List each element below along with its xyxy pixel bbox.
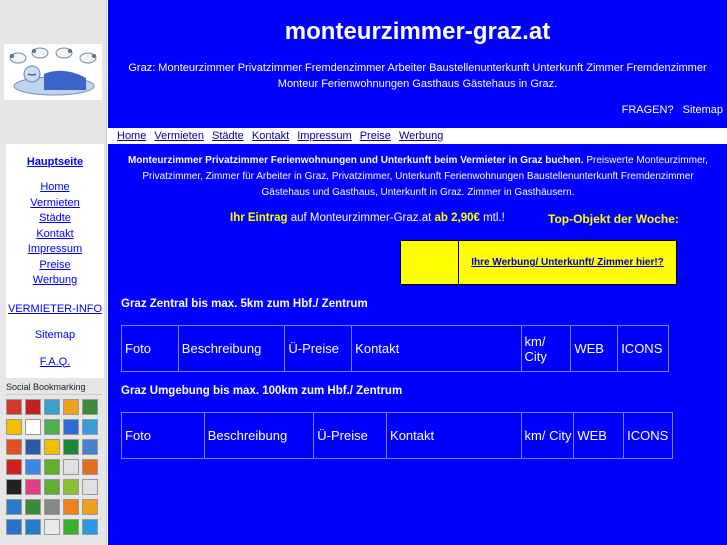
reddit-icon[interactable] — [6, 479, 22, 495]
alltag-icon[interactable] — [25, 499, 41, 515]
topnav-impressum[interactable]: Impressum — [297, 130, 352, 142]
site-title: monteurzimmer-graz.at — [284, 18, 551, 45]
col-beschreibung: Beschreibung — [204, 413, 314, 458]
furl-icon[interactable] — [44, 419, 60, 435]
digg-icon[interactable] — [6, 399, 22, 415]
top-nav — [108, 128, 727, 144]
sidebar-item-staedte[interactable]: Städte — [39, 212, 71, 224]
social-bookmarking — [6, 382, 102, 535]
sidebar-nav — [6, 144, 104, 378]
werbung-box-link-cell — [459, 241, 676, 284]
favorite-icon[interactable] — [44, 439, 60, 455]
topnav-preise[interactable]: Preise — [359, 130, 391, 142]
stumble-icon[interactable] — [63, 419, 79, 435]
social-bookmarking-label: Social Bookmarking — [6, 382, 102, 395]
intro-bold: Monteurzimmer Privatzimmer Ferienwohnungen und Unterkunft beim Vermieter in Graz buchen. — [127, 155, 584, 166]
yahoo-icon[interactable] — [63, 399, 79, 415]
col-kontakt: Kontakt — [351, 326, 520, 371]
blinklist-icon[interactable] — [44, 399, 60, 415]
col-beschreibung: Beschreibung — [178, 326, 285, 371]
arrow-icon[interactable] — [63, 519, 79, 535]
col-icons: ICONS — [623, 413, 672, 458]
mister-wong-icon[interactable] — [25, 399, 41, 415]
page-header — [108, 6, 727, 128]
col-preise: Ü-Preise — [284, 326, 351, 371]
sidebar-item-vermieten[interactable]: Vermieten — [30, 196, 80, 209]
col-foto: Foto — [125, 428, 152, 443]
werbung-box-image-slot — [401, 241, 459, 284]
left-sidebar — [0, 0, 107, 545]
ad-price: ab 2,90€ — [434, 212, 480, 224]
pencil-icon[interactable] — [44, 479, 60, 495]
download-icon[interactable] — [82, 499, 98, 515]
header-description: Graz: Monteurzimmer Privatzimmer Fremdenzimmer Arbeiter Baustellenunterkunft Unterkunft Zimmer Fremdenzimmer Monteur Ferienwohnungen Gasthaus Gästehaus in Graz. — [128, 62, 707, 90]
topnav-vermieten[interactable]: Vermieten — [154, 130, 204, 142]
tag-icon[interactable] — [63, 499, 79, 515]
ad-suffix: mtl.! — [479, 212, 505, 224]
col-foto: Foto — [125, 341, 152, 356]
site-logo[interactable] — [4, 44, 102, 100]
top-object-label: Top-Objekt der Woche: — [548, 212, 679, 226]
table-header-umgebung — [121, 412, 673, 459]
check-icon[interactable] — [63, 479, 79, 495]
heart-icon[interactable] — [82, 459, 98, 475]
star-icon[interactable] — [6, 419, 22, 435]
sidebar-item-vermieter-info[interactable]: VERMIETER-INFO — [7, 302, 103, 315]
social-icon-grid — [6, 399, 102, 535]
fragen-link[interactable]: FRAGEN? — [621, 104, 674, 116]
sitemap-link[interactable]: Sitemap — [682, 104, 723, 116]
col-km-city: km/ City — [521, 326, 571, 371]
section-title-umgebung: Graz Umgebung bis max. 100km zum Hbf./ Zentrum — [121, 385, 403, 397]
ad-line — [230, 212, 505, 224]
sidebar-item-preise[interactable]: Preise — [39, 258, 71, 271]
search-icon[interactable] — [25, 419, 41, 435]
col-icons: ICONS — [617, 326, 668, 371]
list-icon[interactable] — [6, 519, 22, 535]
header-links — [616, 104, 723, 116]
sidebar-item-home[interactable]: Home — [40, 181, 70, 193]
col-web: WEB — [573, 413, 623, 458]
sidebar-item-faq[interactable]: F.A.Q. — [39, 355, 71, 368]
hi-icon[interactable] — [82, 519, 98, 535]
ad-site: auf Monteurzimmer-Graz.at — [287, 212, 435, 224]
blog-icon[interactable] — [44, 499, 60, 515]
table-header-zentral — [121, 325, 669, 372]
topnav-staedte[interactable]: Städte — [212, 130, 244, 142]
sidebar-heading-hauptseite[interactable]: Hauptseite — [26, 156, 84, 168]
intro-body: Preiswerte Monteurzimmer, Privatzimmer, Zimmer für Arbeiter in Graz, Privatzimmer, Unterkunft Ferienwohnungen Baustellenunterkunft Fremdenzimmer Gästehaus und Gasthaus, Unterkunft in Graz. Zimmer in Gasthäusern. — [142, 155, 709, 198]
netscape-icon[interactable] — [63, 459, 79, 475]
topnav-kontakt[interactable]: Kontakt — [251, 130, 290, 142]
topnav-home[interactable]: Home — [117, 130, 147, 142]
sidebar-item-kontakt[interactable]: Kontakt — [36, 227, 74, 240]
intro-text — [118, 153, 718, 201]
bookmark-icon[interactable] — [25, 459, 41, 475]
delicious-icon[interactable] — [82, 399, 98, 415]
google-icon[interactable] — [82, 419, 98, 435]
link-icon[interactable] — [25, 479, 41, 495]
col-kontakt: Kontakt — [386, 413, 521, 458]
su-icon[interactable] — [6, 499, 22, 515]
newsvine-icon[interactable] — [63, 439, 79, 455]
g-icon[interactable] — [25, 519, 41, 535]
folder-icon[interactable] — [82, 439, 98, 455]
linkarena-icon[interactable] — [6, 459, 22, 475]
sidebar-item-impressum[interactable]: Impressum — [27, 243, 83, 255]
sidebar-item-sitemap[interactable]: Sitemap — [34, 329, 76, 341]
yigg-icon[interactable] — [44, 459, 60, 475]
section-title-zentral: Graz Zentral bis max. 5km zum Hbf./ Zentrum — [121, 298, 368, 310]
werbung-box — [400, 240, 677, 285]
col-preise: Ü-Preise — [313, 413, 386, 458]
main-content — [108, 0, 727, 545]
werbung-link[interactable]: Ihre Werbung/ Unterkunft/ Zimmer hier!? — [471, 257, 664, 268]
col-web: WEB — [570, 326, 617, 371]
topnav-werbung[interactable]: Werbung — [398, 130, 444, 142]
col-km-city: km/ City — [521, 413, 574, 458]
technorati-icon[interactable] — [25, 439, 41, 455]
eye-icon[interactable] — [44, 519, 60, 535]
webnews-icon[interactable] — [6, 439, 22, 455]
ad-eintrag[interactable]: Ihr Eintrag — [230, 212, 288, 224]
sidebar-item-werbung[interactable]: Werbung — [32, 274, 78, 286]
circles-icon[interactable] — [82, 479, 98, 495]
